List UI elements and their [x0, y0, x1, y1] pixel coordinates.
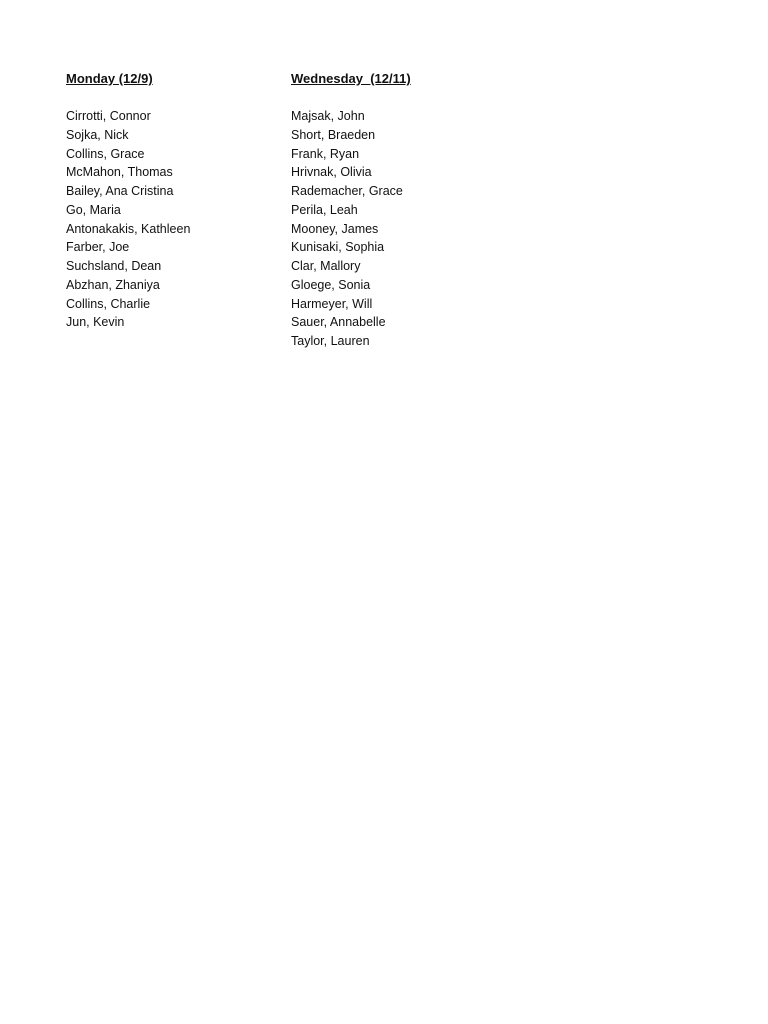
wednesday-heading: Wednesday (12/11) [291, 71, 411, 86]
wednesday-column [291, 70, 411, 351]
monday-column [66, 70, 190, 332]
list-item: Sojka, Nick [66, 127, 129, 142]
list-item: Abzhan, Zhaniya [66, 277, 160, 292]
monday-heading: Monday (12/9) [66, 71, 153, 86]
list-item: Frank, Ryan [291, 146, 360, 161]
wednesday-name-list [291, 107, 411, 351]
list-item: Perila, Leah [291, 202, 358, 217]
list-item: Majsak, John [291, 109, 365, 123]
list-item: Antonakakis, Kathleen [66, 221, 191, 236]
list-item: Kunisaki, Sophia [291, 240, 385, 255]
list-item: Jun, Kevin [66, 315, 125, 330]
list-item: Harmeyer, Will [291, 296, 373, 311]
list-item: Taylor, Lauren [291, 334, 370, 348]
list-item: Gloege, Sonia [291, 277, 371, 292]
list-item: Clar, Mallory [291, 259, 361, 273]
list-item: Collins, Grace [66, 146, 145, 161]
list-item: Collins, Charlie [66, 296, 151, 311]
list-item: Sauer, Annabelle [291, 315, 386, 330]
list-item: Bailey, Ana Cristina [66, 184, 174, 198]
list-item: Farber, Joe [66, 240, 130, 255]
monday-name-list [66, 107, 190, 332]
list-item: Mooney, James [291, 221, 379, 236]
list-item: Rademacher, Grace [291, 184, 403, 198]
list-item: McMahon, Thomas [66, 165, 173, 180]
list-item: Go, Maria [66, 202, 121, 217]
list-item: Hrivnak, Olivia [291, 165, 372, 180]
list-item: Short, Braeden [291, 127, 376, 142]
list-item: Cirrotti, Connor [66, 109, 151, 123]
list-item: Suchsland, Dean [66, 259, 162, 273]
